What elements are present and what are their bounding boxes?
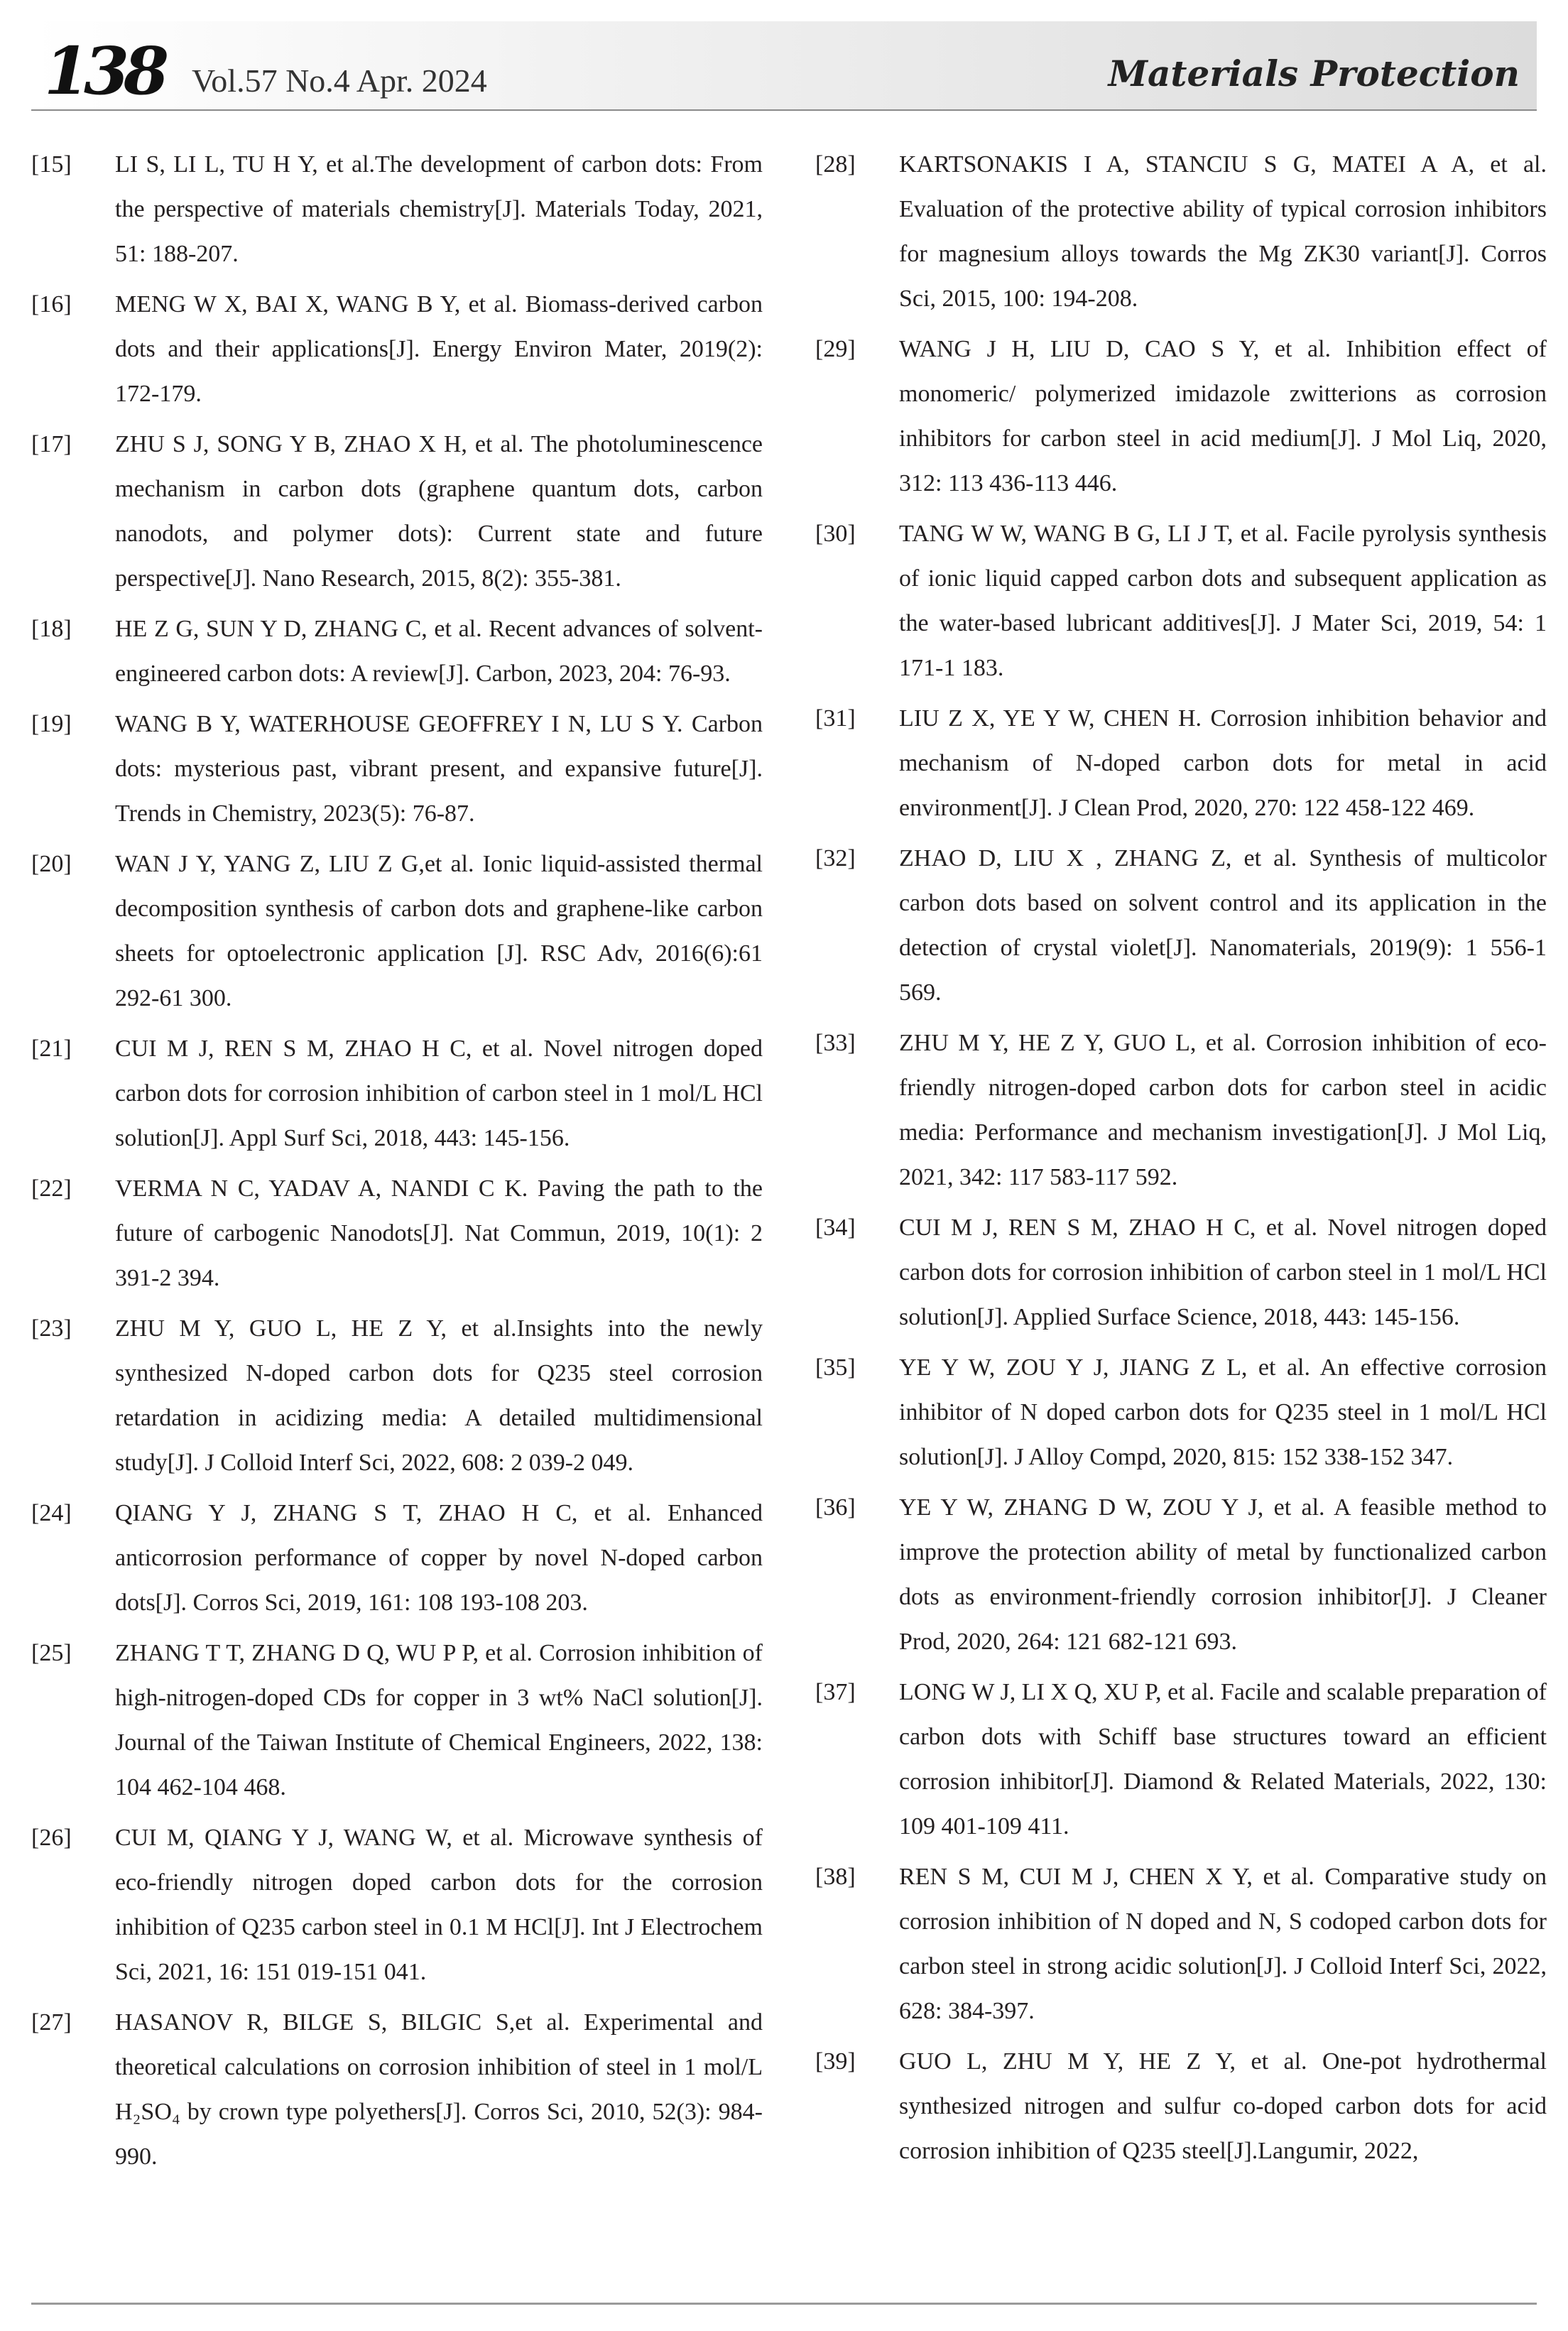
- reference-number: [24]: [31, 1500, 72, 1526]
- reference-number: [32]: [815, 845, 856, 871]
- reference-text: CUI M, QIANG Y J, WANG W, et al. Microwave synthesis of eco-friendly nitrogen doped carbon dots for the corrosion inhibition of Q235 carbon steel in 0.1 M HCl[J]. Int J Electrochem Sci, 2021, 16: 151 019-151 041.: [115, 1825, 763, 1985]
- reference-text: YE Y W, ZOU Y J, JIANG Z L, et al. An effective corrosion inhibitor of N doped carbon dots for Q235 steel in 1 mol/L HCl solution[J]. J Alloy Compd, 2020, 815: 152 338-152 347.: [899, 1354, 1547, 1470]
- reference-item: [815, 327, 1547, 506]
- reference-number: [34]: [815, 1215, 856, 1241]
- reference-text: LIU Z X, YE Y W, CHEN H. Corrosion inhibition behavior and mechanism of N-doped carbon dots for metal in acid environment[J]. J Clean Prod, 2020, 270: 122 458-122 469.: [899, 705, 1547, 821]
- reference-number: [23]: [31, 1315, 72, 1342]
- reference-text: QIANG Y J, ZHANG S T, ZHAO H C, et al. Enhanced anticorrosion performance of copper by novel N-doped carbon dots[J]. Corros Sci, 2019, 161: 108 193-108 203.: [115, 1500, 763, 1616]
- reference-text: ZHANG T T, ZHANG D Q, WU P P, et al. Corrosion inhibition of high-nitrogen-doped CDs for copper in 3 wt% NaCl solution[J]. Journal of the Taiwan Institute of Chemical Engineers, 2022, 138: 104 462-104 468.: [115, 1640, 763, 1800]
- reference-number: [18]: [31, 616, 72, 642]
- page-header: [31, 21, 1537, 111]
- reference-number: [31]: [815, 705, 856, 732]
- reference-item: [815, 1670, 1547, 1849]
- reference-text: LONG W J, LI X Q, XU P, et al. Facile and scalable preparation of carbon dots with Schiff base structures toward an efficient corrosion inhibitor[J]. Diamond & Related Materials, 2022, 130: 109 401-109 411.: [899, 1679, 1547, 1840]
- reference-number: [22]: [31, 1175, 72, 1202]
- reference-number: [20]: [31, 851, 72, 877]
- reference-item: [31, 422, 763, 601]
- reference-number: [37]: [815, 1679, 856, 1705]
- page-number: 138: [44, 33, 164, 109]
- reference-item: [815, 1854, 1547, 2033]
- reference-text: YE Y W, ZHANG D W, ZOU Y J, et al. A feasible method to improve the protection ability of metal by functionalized carbon dots as environment-friendly corrosion inhibitor[J]. J Cleaner Prod, 2020, 264: 121 682-121 693.: [899, 1494, 1547, 1655]
- reference-item: [815, 511, 1547, 690]
- reference-number: [15]: [31, 151, 72, 178]
- reference-item: [31, 1815, 763, 1994]
- issue-info: Vol.57 No.4 Apr. 2024: [192, 63, 487, 99]
- reference-item: [815, 1021, 1547, 1200]
- reference-number: [30]: [815, 521, 856, 547]
- reference-text: ZHU M Y, HE Z Y, GUO L, et al. Corrosion inhibition of eco-friendly nitrogen-doped carbon dots for carbon steel in acidic media: Performance and mechanism investigation[J]. J Mol Liq, 2021, 342: 117 583-117 592.: [899, 1030, 1547, 1190]
- reference-text: VERMA N C, YADAV A, NANDI C K. Paving the path to the future of carbogenic Nanodots[J]. Nat Commun, 2019, 10(1): 2 391-2 394.: [115, 1175, 763, 1291]
- reference-text: LI S, LI L, TU H Y, et al.The development of carbon dots: From the perspective of materials chemistry[J]. Materials Today, 2021, 51: 188-207.: [115, 151, 763, 267]
- reference-text: HASANOV R, BILGE S, BILGIC S,et al. Experimental and theoretical calculations on corrosion inhibition of steel in 1 mol/L H₂SO₄ by crown type polyethers[J]. Corros Sci, 2010, 52(3): 984-990.: [115, 2009, 763, 2170]
- reference-item: [31, 842, 763, 1021]
- reference-item: [815, 1485, 1547, 1664]
- reference-item: [815, 2039, 1547, 2173]
- reference-number: [35]: [815, 1354, 856, 1381]
- reference-item: [31, 1491, 763, 1625]
- reference-number: [33]: [815, 1030, 856, 1056]
- reference-item: [31, 1631, 763, 1810]
- reference-number: [21]: [31, 1036, 72, 1062]
- reference-item: [815, 1345, 1547, 1479]
- reference-number: [19]: [31, 711, 72, 737]
- reference-item: [31, 607, 763, 696]
- reference-item: [815, 836, 1547, 1015]
- reference-text: MENG W X, BAI X, WANG B Y, et al. Biomass-derived carbon dots and their applications[J]. Energy Environ Mater, 2019(2): 172-179.: [115, 291, 763, 407]
- reference-column-right: [815, 142, 1547, 2179]
- reference-number: [16]: [31, 291, 72, 317]
- reference-text: ZHAO D, LIU X , ZHANG Z, et al. Synthesis of multicolor carbon dots based on solvent control and its application in the detection of crystal violet[J]. Nanomaterials, 2019(9): 1 556-1 569.: [899, 845, 1547, 1006]
- reference-item: [31, 1026, 763, 1161]
- reference-text: WANG B Y, WATERHOUSE GEOFFREY I N, LU S Y. Carbon dots: mysterious past, vibrant present, and expansive future[J]. Trends in Chemistry, 2023(5): 76-87.: [115, 711, 763, 827]
- reference-item: [31, 282, 763, 416]
- reference-number: [27]: [31, 2009, 72, 2036]
- reference-number: [17]: [31, 431, 72, 457]
- reference-item: [815, 1205, 1547, 1340]
- reference-item: [31, 2000, 763, 2179]
- reference-item: [815, 142, 1547, 321]
- reference-item: [31, 702, 763, 836]
- reference-number: [25]: [31, 1640, 72, 1666]
- reference-number: [29]: [815, 336, 856, 362]
- reference-number: [26]: [31, 1825, 72, 1851]
- reference-number: [28]: [815, 151, 856, 178]
- reference-text: KARTSONAKIS I A, STANCIU S G, MATEI A A, et al. Evaluation of the protective ability of typical corrosion inhibitors for magnesium alloys towards the Mg ZK30 variant[J]. Corros Sci, 2015, 100: 194-208.: [899, 151, 1547, 312]
- reference-item: [31, 142, 763, 276]
- reference-number: [36]: [815, 1494, 856, 1521]
- reference-text: GUO L, ZHU M Y, HE Z Y, et al. One-pot hydrothermal synthesized nitrogen and sulfur co-doped carbon dots for acid corrosion inhibition of Q235 steel[J].Langumir, 2022,: [899, 2048, 1547, 2164]
- reference-number: [38]: [815, 1864, 856, 1890]
- reference-text: WAN J Y, YANG Z, LIU Z G,et al. Ionic liquid-assisted thermal decomposition synthesis of carbon dots and graphene-like carbon sheets for optoelectronic application [J]. RSC Adv, 2016(6):61 292-61 300.: [115, 851, 763, 1011]
- reference-text: CUI M J, REN S M, ZHAO H C, et al. Novel nitrogen doped carbon dots for corrosion inhibition of carbon steel in 1 mol/L HCl solution[J]. Appl Surf Sci, 2018, 443: 145-156.: [115, 1036, 763, 1151]
- reference-item: [31, 1306, 763, 1485]
- journal-title: Materials Protection: [1108, 53, 1520, 94]
- reference-column-left: [31, 142, 763, 2185]
- reference-item: [815, 696, 1547, 830]
- reference-text: CUI M J, REN S M, ZHAO H C, et al. Novel nitrogen doped carbon dots for corrosion inhibition of carbon steel in 1 mol/L HCl solution[J]. Applied Surface Science, 2018, 443: 145-156.: [899, 1215, 1547, 1330]
- reference-number: [39]: [815, 2048, 856, 2075]
- reference-text: ZHU M Y, GUO L, HE Z Y, et al.Insights into the newly synthesized N-doped carbon dots for Q235 steel corrosion retardation in acidizing media: A detailed multidimensional study[J]. J Colloid Interf Sci, 2022, 608: 2 039-2 049.: [115, 1315, 763, 1476]
- reference-text: REN S M, CUI M J, CHEN X Y, et al. Comparative study on corrosion inhibition of N doped and N, S codoped carbon dots for carbon steel in strong acidic solution[J]. J Colloid Interf Sci, 2022, 628: 384-397.: [899, 1864, 1547, 2024]
- reference-item: [31, 1166, 763, 1300]
- reference-text: ZHU S J, SONG Y B, ZHAO X H, et al. The photoluminescence mechanism in carbon dots (graphene quantum dots, carbon nanodots, and polymer dots): Current state and future perspective[J]. Nano Research, 2015, 8(2): 355-381.: [115, 431, 763, 592]
- footer-rule: [31, 2303, 1537, 2305]
- reference-text: HE Z G, SUN Y D, ZHANG C, et al. Recent advances of solvent-engineered carbon dots: A review[J]. Carbon, 2023, 204: 76-93.: [115, 616, 763, 687]
- reference-text: WANG J H, LIU D, CAO S Y, et al. Inhibition effect of monomeric/ polymerized imidazole zwitterions as corrosion inhibitors for carbon steel in acid medium[J]. J Mol Liq, 2020, 312: 113 436-113 446.: [899, 336, 1547, 496]
- reference-text: TANG W W, WANG B G, LI J T, et al. Facile pyrolysis synthesis of ionic liquid capped carbon dots and subsequent application as the water-based lubricant additives[J]. J Mater Sci, 2019, 54: 1 171-1 183.: [899, 521, 1547, 681]
